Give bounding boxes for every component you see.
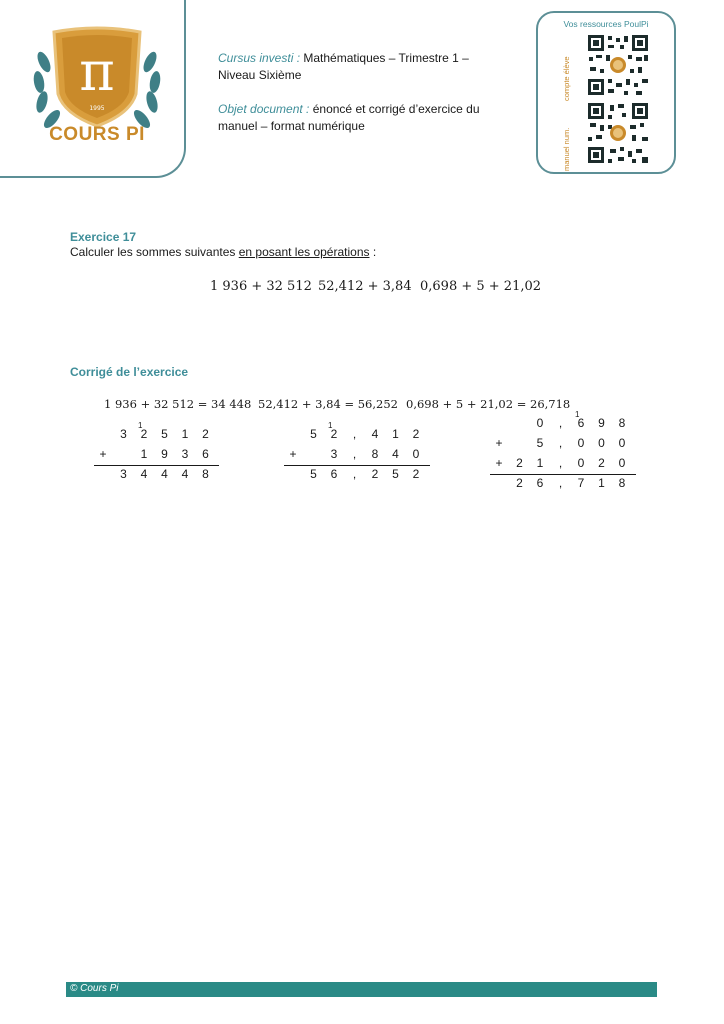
instruction-prefix: Calculer les sommes suivantes xyxy=(70,245,239,259)
operation-digit: 5 xyxy=(161,427,168,441)
operation-digit: 0 xyxy=(598,436,605,450)
operation-digit: 5 xyxy=(536,436,544,450)
operation-digit: 4 xyxy=(392,447,399,461)
operation-digit: 0 xyxy=(536,416,544,430)
operation-digit: 2 xyxy=(412,427,420,441)
instruction-suffix: : xyxy=(369,245,377,259)
qr-code-icon[interactable] xyxy=(586,101,650,165)
operation-digit: 8 xyxy=(371,447,379,461)
operation-digit: 6 xyxy=(330,467,338,481)
operation-digit: 5 xyxy=(310,467,317,481)
operation-digit: 5 xyxy=(310,427,317,441)
operation-digit: 6 xyxy=(577,416,585,430)
resources-label-bottom: manuel num. xyxy=(562,127,571,171)
resources-box xyxy=(536,11,676,174)
sum-line xyxy=(284,465,430,466)
operation-row xyxy=(286,427,430,445)
result-3: 0,698 + 5 + 21,02 = 26,718 xyxy=(406,397,571,411)
correction-title: Corrigé de l’exercice xyxy=(70,365,189,379)
sum-line xyxy=(94,465,219,466)
result-2: 52,412 + 3,84 = 56,252 xyxy=(258,397,398,411)
operation-digit: , xyxy=(352,427,357,441)
operation-digit: 4 xyxy=(371,427,379,441)
operation-digit: + xyxy=(495,436,503,450)
operation-row xyxy=(492,476,636,494)
operation-row xyxy=(492,416,636,434)
operation-digit: , xyxy=(558,416,563,430)
result-1: 1 936 + 32 512 = 34 448 xyxy=(104,397,252,411)
operation-digit: , xyxy=(558,476,563,490)
operation-digit: 5 xyxy=(392,467,399,481)
operation-digit: 1 xyxy=(598,476,605,490)
carry-digit: 1 xyxy=(575,410,580,419)
objet-value: énoncé et corrigé d’exercice du manuel – format numérique xyxy=(218,102,480,133)
operation-digit: 1 xyxy=(392,427,399,441)
operation-digit: , xyxy=(558,456,563,470)
document-meta xyxy=(218,50,508,152)
operation-digit: 2 xyxy=(371,467,379,481)
operation-digit: 2 xyxy=(140,427,148,441)
operation-digit: 7 xyxy=(577,476,585,490)
operation-row xyxy=(96,467,219,485)
operation-row xyxy=(96,447,219,465)
cursus-value: Mathématiques – Trimestre 1 – Niveau Sixième xyxy=(218,51,469,82)
exercise-title: Exercice 17 xyxy=(70,230,137,244)
carry-digit: 1 xyxy=(138,421,143,430)
operation-digit: 6 xyxy=(202,447,209,461)
operation-digit: 3 xyxy=(181,447,189,461)
qr-code-icon[interactable] xyxy=(586,33,650,97)
cursus-label: Cursus investi : xyxy=(218,51,301,65)
operation-row xyxy=(96,427,219,445)
operation-digit: 0 xyxy=(412,447,420,461)
operation-row xyxy=(286,467,430,485)
operation-digit: + xyxy=(289,447,297,461)
operation-row xyxy=(492,456,636,474)
operation-digit: 0 xyxy=(618,456,626,470)
expression-2: 52,412 + 3,84 xyxy=(318,279,412,294)
operation-digit: , xyxy=(352,467,357,481)
operation-row xyxy=(286,447,430,465)
operation-digit: 0 xyxy=(618,436,626,450)
operation-digit: 2 xyxy=(202,427,209,441)
operation-digit: 9 xyxy=(161,447,168,461)
operation-digit: + xyxy=(99,447,107,461)
operation-digit: 3 xyxy=(120,427,127,441)
operation-digit: 2 xyxy=(330,427,338,441)
operation-row xyxy=(492,436,636,454)
operation-digit: 8 xyxy=(202,467,209,481)
operation-digit: 2 xyxy=(412,467,420,481)
operation-digit: 2 xyxy=(516,456,523,470)
instruction-underlined: en posant les opérations xyxy=(238,245,370,259)
resources-label-top: compte élève xyxy=(562,56,571,101)
operation-digit: , xyxy=(558,436,563,450)
resources-title: Vos ressources PoulPi xyxy=(563,19,649,29)
operation-digit: 0 xyxy=(577,436,585,450)
exercise-instruction xyxy=(70,245,376,259)
logo-year: 1995 xyxy=(89,105,105,112)
footer-text: © Cours Pi xyxy=(70,983,119,994)
operation-digit: 8 xyxy=(618,416,626,430)
operation-digit: 4 xyxy=(181,467,189,481)
expression-1: 1 936 + 32 512 xyxy=(210,279,312,294)
expression-3: 0,698 + 5 + 21,02 xyxy=(420,279,542,294)
carry-digit: 1 xyxy=(328,421,333,430)
operation-digit: 1 xyxy=(181,427,189,441)
operation-digit: 1 xyxy=(140,447,148,461)
sum-line xyxy=(490,474,636,475)
operation-digit: 6 xyxy=(536,476,544,490)
logo-text: COURS PI xyxy=(49,124,145,145)
operation-digit: 0 xyxy=(577,456,585,470)
operation-digit: 2 xyxy=(598,456,605,470)
operation-digit: 4 xyxy=(161,467,168,481)
objet-label: Objet document : xyxy=(218,102,310,116)
operation-digit: 9 xyxy=(598,416,605,430)
operation-digit: 3 xyxy=(120,467,127,481)
footer-bar xyxy=(66,982,657,997)
operation-digit: 3 xyxy=(330,447,338,461)
operation-digit: 4 xyxy=(140,467,148,481)
operation-digit: , xyxy=(352,447,357,461)
operation-digit: + xyxy=(495,456,503,470)
operation-digit: 1 xyxy=(536,456,544,470)
operation-digit: 8 xyxy=(618,476,626,490)
pi-symbol: π xyxy=(79,40,115,103)
operation-digit: 2 xyxy=(516,476,523,490)
